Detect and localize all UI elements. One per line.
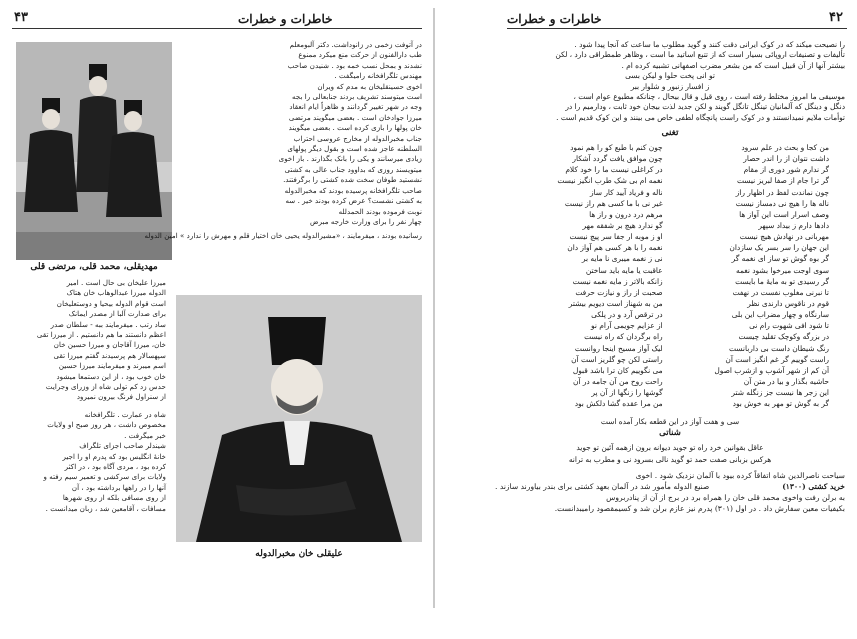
book-gutter <box>433 8 435 608</box>
verse-hemistich: صحبت از راز و نیازت حرفت <box>575 287 663 297</box>
verse-hemistich: گر ترا جام از صفا لبریز نیست <box>737 176 829 186</box>
verse-row <box>509 253 829 264</box>
verse-hemistich: ناله و فریاد آیید کار ساز <box>589 187 663 197</box>
verse-hemistich: گر ندارم شور دوری از مقام <box>743 165 829 175</box>
text-line: میتویسند روزی که بداوود جناب عالی به کشتی <box>284 164 422 174</box>
verse-hemistich: گر به گوش تو مهر به خوش بود <box>732 399 829 409</box>
verse-hemistich: چون نماندت لفظ در اظهار راز <box>735 187 829 197</box>
text-line: صنیع الدوله مأمور شد در آلمان بعهد کشتی برای بندر بیاورند سازند . <box>495 482 710 491</box>
verse-hemistich: من مرا عقده گشا دلکش بود <box>574 399 663 409</box>
text-line: الدوله میرزا عبدالوهاب خان هتاک <box>66 288 166 298</box>
text-line: است قوام الدوله بیحیا و دوستعلیخان <box>56 298 166 308</box>
group-photo <box>16 42 172 260</box>
text-line: به کشتی نشست؟ عرض کرده بودند خیر . سه <box>285 196 422 206</box>
text-line: را نصیحت میکند که در کوک ایرانی دقت کنند و گوید مطلوب ما ساعت که آنجا پیدا شود . <box>574 40 845 49</box>
verse-hemistich: لیک آواز مسیح اینجا روانست <box>574 343 663 353</box>
closing-note: سی و هفت آواز در این قطعه بکار آمده است <box>600 417 740 426</box>
verse-hemistich: گوشها را زنگها از آن پر <box>591 388 663 398</box>
text-line: حدس زد کم تولی شاه از وزرای وجرایت <box>45 382 166 392</box>
verse-row <box>509 175 829 186</box>
text-line: مهندس تلگرافخانه رامیگفت . <box>334 71 422 81</box>
verse-row <box>509 298 829 309</box>
verse-hemistich: رنگ شیطان داست بی داربانست <box>729 343 829 353</box>
text-line: اخوی حسینقلیخان به مدم که ویران <box>317 81 422 91</box>
verse-hemistich: نغمه ام بی شک طرب انگیز نیست <box>557 176 663 186</box>
text-line: وجه در شهر تغییر گردانند و ظاهراً ایام انعقاد <box>289 102 422 112</box>
year-row <box>495 481 845 492</box>
verse-row <box>509 242 829 253</box>
verse-hemistich: گو ندارد هیچ بر شفقه مهر <box>582 220 663 230</box>
text-line: السلطنه عاجز شده است و بقول دیگر پولهای <box>287 144 422 154</box>
verse-row <box>509 309 829 320</box>
verse-hemistich: گر بوه گوش تو ساز ای نغمه گر <box>731 254 829 264</box>
verse-hemistich: آن کم از شهر آشوب و ازشرب اصول <box>714 365 829 375</box>
text-line: اعظم دانستند ما هم دانستیم . از میرزا تقی <box>36 330 166 340</box>
verse-hemistich: ناله ها را هیچ نی دمساز نیست <box>735 198 829 208</box>
text-line: تألیفات و تصنیفات اروپائی بسیار است که از تتبع اساتید ما است ، وظاهر طمطراقی دارد ، لکن <box>555 50 845 60</box>
text-line: شاه در عمارت . تلگرافخانه <box>84 410 166 419</box>
verse-hemistich: قوم در ناقوس دارندی نظر <box>747 298 829 308</box>
text-line: نشدند و بمحل نسب خمه بود . شنیدن صاحب <box>287 60 422 70</box>
verse-hemistich: این زجر ها نیست جز زنگله شتر <box>731 388 829 398</box>
text-line: خان، میرزا آقاجان و میرزا حسین خان <box>53 340 166 350</box>
text-line: از روی مسافی بلکه از روی شهرها <box>62 493 166 503</box>
page-number: ۴۳ <box>14 10 28 25</box>
verse-hemistich: در ترقص آرد و در پلکی <box>591 310 663 320</box>
verse-row <box>509 142 829 153</box>
closing-subtitle: شناتی <box>659 428 681 438</box>
text-line: خانهٔ انگلیس بود که پدرم او را اجیر <box>62 451 166 461</box>
verse-hemistich: گر رسیدی تو به مایهٔ ما بایست <box>735 276 829 286</box>
text-line: مسافات ، آقامعین شد ، زبان میدانست . <box>45 503 166 513</box>
verse-row <box>509 276 829 287</box>
verse-hemistich: من کجا و بحث در علم سرود <box>741 143 829 152</box>
text-line: است میتوسند تشریف بردند جنابعالی را بجه <box>291 92 422 102</box>
verse-row <box>509 365 829 376</box>
verse-hemistich: دادها دارم ز بیداد سپهر <box>758 220 829 230</box>
text-line: به برلن رفت واخوی محمد قلی خان را همراه برد در برج از آن از پنادربروس <box>606 493 845 502</box>
text-line: اسم میبرند و میفرمایند میرزا حسین <box>58 361 166 371</box>
verse-row <box>509 398 829 409</box>
verse-hemistich: چون موافق یافت گردد آشکار <box>572 154 663 164</box>
portrait-caption: علیقلی خان مخبرالدوله <box>255 549 343 559</box>
verse-hemistich: من به شهناز است دیویم بیشتر <box>568 298 663 308</box>
verse-row <box>509 320 829 331</box>
text-line: خان پولها را بازی کرده است . بعضی میگویند <box>288 123 422 133</box>
text-line: سپهسالار هم پرسیدند گفتم میرزا تقی <box>53 350 166 360</box>
verse-row <box>509 343 829 354</box>
text-line: نوبت فرموده بودند الحمدلله <box>338 206 422 216</box>
verse-hemistich: حاشیه بگذار و بیا در متن آن <box>743 376 829 386</box>
header-rule <box>12 28 422 29</box>
poem <box>509 142 829 409</box>
text-line: توأمات ملایم نمیدانستند و در کوک راست پانچگاه لطفی خاص می بینند و این کوک قدیم است . <box>556 112 845 122</box>
closing-verse: عاقل بقوانین خرد راه تو جوید دیوانه برون ازهمه آئین تو جوید <box>576 443 764 452</box>
portrait-photo <box>176 295 422 542</box>
text-line: مخصوص داشت ، هر روز صبح او ولایات <box>47 420 166 430</box>
text-line: تو انی پخت حلوا و لیکن بسی <box>625 71 715 81</box>
verse-row <box>509 153 829 164</box>
running-header: خاطرات و خطرات <box>507 12 602 26</box>
verse-hemistich: مهربانی در نهادش هیچ نیست <box>739 232 829 242</box>
text-line: موسیقی ما امروز مختلط رفته است ، روی قیل و قال بیحال ، چنانکه مطبوع عوام است ، <box>573 92 845 102</box>
verse-row <box>509 354 829 365</box>
text-line: زیادی میرسانند و یکی را بانک بگذارند . باز اخوی <box>278 154 422 164</box>
text-line: صاحب تلگرافخانه پرسیده بودند که مخبرالدوله <box>284 185 422 195</box>
verse-hemistich: نی ز نغمه میبری نا مایه بر <box>581 254 663 264</box>
verse-row <box>509 231 829 242</box>
verse-hemistich: راه برگردان که راه نیست <box>584 332 663 342</box>
text-line: خبر میگرفت . <box>124 430 166 440</box>
verse-row <box>509 387 829 398</box>
verse-hemistich: سوی اوجت میرخوا بشود نغمه <box>736 265 829 275</box>
text-line: بکیفیات معین سفارش داد . در اول (۳۰۱) پدرم نیز عازم برلن شد و کسیمقصود رامیبدانست. <box>554 504 845 513</box>
verse-hemistich: این جهان را سر بسر یک سازدان <box>729 243 829 253</box>
text-line: چهار نفر را برای وزارت خارجه مبرض <box>309 216 422 226</box>
page-number: ۴۲ <box>829 10 843 25</box>
text-line: خان خوب بود ، از این دستمعا میشود <box>56 371 166 381</box>
verse-hemistich: غیر نی با ما کسی هم راز نیست <box>564 198 663 208</box>
verse-hemistich: نغمه را با هر کسی هم آواز دان <box>567 243 663 253</box>
text-line: رسانیده بودند ، میفرمایند ، «مشیرالدوله یحیی خان اختیار قلم و مهرش را ندارد » امین الدوله <box>144 231 422 240</box>
text-line: ولایات برای سرکشی و تعمیر سیم رفته و <box>43 472 166 482</box>
verse-row <box>509 209 829 220</box>
text-line: بیشتر آنها از آن قبیل است که من بشعر مضرب اصفهانی تشبیه کرده ام . <box>621 60 845 70</box>
text-line: میرزا جوادخان است . بعضی میگویند مرتضی <box>288 112 422 122</box>
text-line: از سنراول فرنگ بیرون نمیرود <box>76 392 166 402</box>
verse-hemistich: زانکه بالاتر ز مایه نغمه نیست <box>572 276 663 286</box>
verse-row <box>509 187 829 198</box>
text-line: کرده بود ، مردی آگاه بود ، در اکثر <box>64 462 166 472</box>
text-line: نشستید طوفان سخت شده کشتی را برگرفتند. <box>283 175 422 185</box>
verse-row <box>509 198 829 209</box>
header-rule <box>507 28 847 29</box>
running-header: خاطرات و خطرات <box>238 12 333 26</box>
verse-row <box>509 265 829 276</box>
verse-hemistich: عاقبت یا مایه باید ساختن <box>585 265 663 275</box>
verse-hemistich: سارنگاه و چهار مضراب این بلی <box>731 310 829 320</box>
text-line: سیاحت ناصرالدین شاه اتفاقاً کرده بیود با آلمان نزدیک شود . اخوی <box>635 471 845 480</box>
intro-text <box>495 40 845 123</box>
verse-row <box>509 331 829 342</box>
full-width-line <box>16 231 422 241</box>
text-line: در آتوفت زخمی در زانوداشت. دکتر آلبومعلم <box>289 40 422 49</box>
verse-hemistich: وصف اسرار است این آواز ها <box>739 209 829 219</box>
text-line: دنگل و دینگل که آلمانیان تینگل تانگل گویند و لکن جدید لذت بیجان خود ثابت ، ودارمیم را در <box>565 102 845 112</box>
verse-hemistich: چون کنم با طبع کو را هم نمود <box>570 143 663 152</box>
year-label: خرید کشتی (۱۳۰۰) <box>782 482 845 491</box>
verse-hemistich: راحت روح من آن جامه در آن <box>572 376 663 386</box>
right-page <box>437 0 857 639</box>
verse-hemistich: راست گوییم گر غم انگیز است آن <box>725 354 829 364</box>
text-line: ساد رتب . میفرمایند ببه - سلطان صدر <box>50 319 166 329</box>
verse-hemistich: در بزرگه وکوچک تقلید چیست <box>738 332 829 342</box>
middle-text <box>16 278 166 403</box>
text-line: آنها را در راهها برداشته بود ، آن <box>71 482 166 492</box>
verse-row <box>509 287 829 298</box>
verse-hemistich: مرهم درد درون و راز ها <box>589 209 663 219</box>
verse-hemistich: در کراغلی نیست ما را خود کلام <box>565 165 663 175</box>
top-text <box>180 40 422 227</box>
verse-hemistich: راستی لکن چو گلریز است آن <box>571 354 663 364</box>
text-line: میرزا علیخان بی حال است . امیر <box>66 278 166 287</box>
verse-row <box>509 376 829 387</box>
verse-hemistich: از عزایم جویمی آرام نو <box>591 321 663 331</box>
verse-hemistich: می نگوییم کان ترا باشد قبول <box>572 365 663 375</box>
text-line: شیندلر صاحب اجزای تلگراف <box>79 441 166 451</box>
verse-hemistich: تا شود افی شهوت رام نی <box>749 321 829 331</box>
footer-text <box>495 470 845 514</box>
verse-hemistich: داشت نتوان از را اندر حصار <box>743 154 829 164</box>
text-line: طب دارالفنون از حرکت منع میکرد ممنوع <box>298 50 422 60</box>
bottom-text <box>16 410 166 514</box>
group-photo-caption: مهدیقلی، محمد قلی، مرتضی قلی <box>30 262 158 272</box>
section-title: تغنی <box>661 128 679 138</box>
text-line: برای صدارت آلبا از مصدر ایمانک <box>68 309 166 319</box>
verse-hemistich: تا نبرنی مغلوب نفست در نهفت <box>732 287 829 297</box>
verse-hemistich: او ز موبه ار جفا سر پیچ نیست <box>569 232 663 242</box>
verse-row <box>509 164 829 175</box>
text-line: جناب مخبرالدوله از مخارج عروسی احتراب <box>293 133 422 143</box>
verse-row <box>509 220 829 231</box>
text-line: ز افسار زنبور و شلوار ببر <box>630 81 710 91</box>
closing-verse: هرکس بزبانی صفت حمد تو گوید نالی بسرود نی و مطرب به ترانه <box>568 455 772 464</box>
